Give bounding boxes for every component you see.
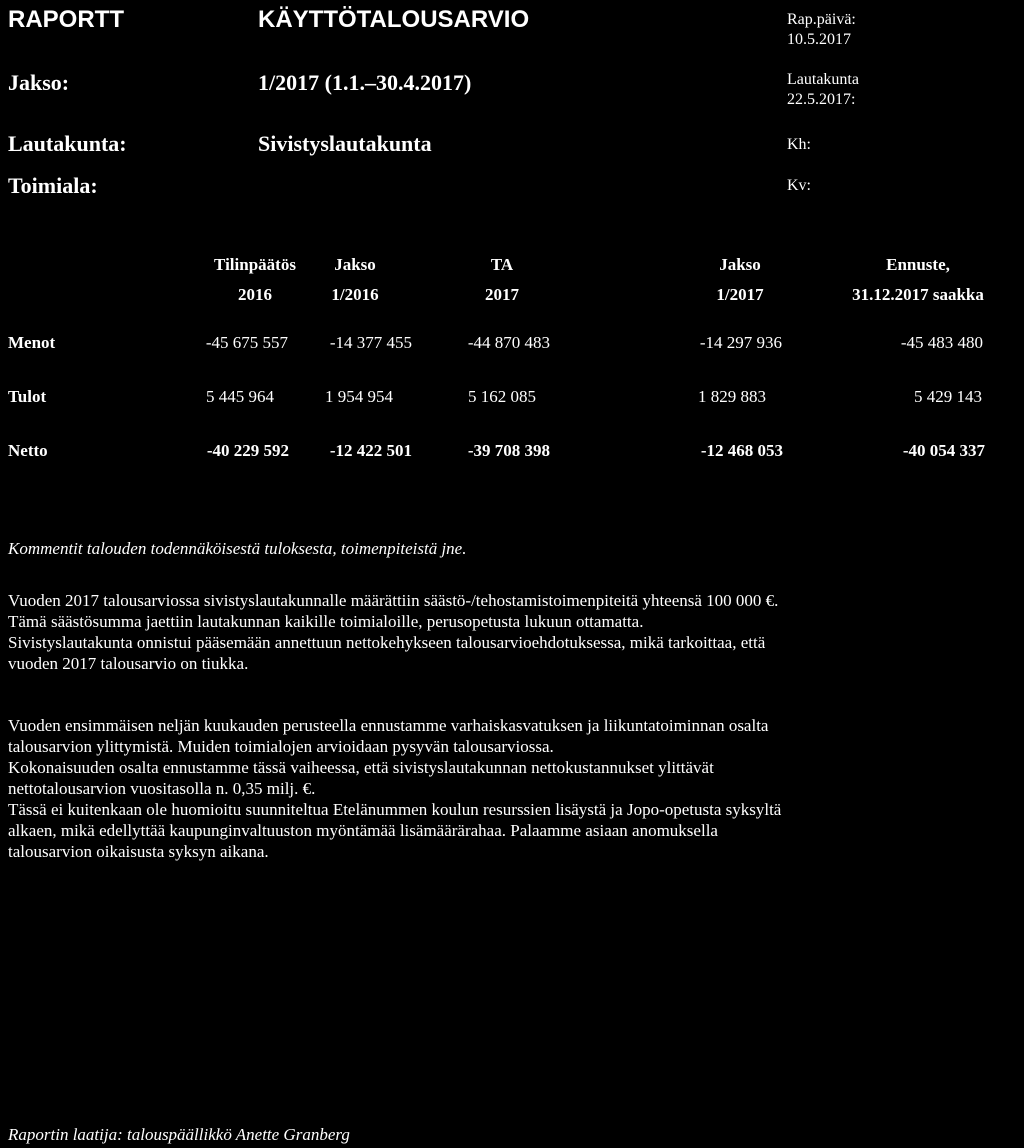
table-cell: 5 429 143: [914, 387, 982, 406]
row-label-tulot: Tulot: [8, 387, 47, 406]
text-line: Tässä ei kuitenkaan ole huomioitu suunniteltua Etelänummen koulun resurssien lisäystä ja Jopo-opetusta syksyltä: [8, 800, 782, 819]
column-header-line2: 1/2016: [331, 285, 379, 304]
period-label: Jakso:: [8, 70, 70, 95]
text-line: Sivistyslautakunta onnistui pääsemään annettuun nettokehykseen talousarvioehdotuksessa, mikä tarkoittaa, että: [8, 633, 766, 652]
division-label: Toimiala:: [8, 173, 98, 198]
table-cell: -14 297 936: [699, 333, 782, 352]
column-header: [680, 250, 800, 310]
table-cell: -45 675 557: [205, 333, 288, 352]
kh-label: Kh:: [787, 136, 811, 153]
column-header-line2: 2017: [485, 285, 519, 304]
column-header: [452, 250, 552, 310]
row-label-menot: Menot: [8, 333, 56, 352]
column-header-line1: Ennuste,: [886, 255, 950, 274]
text-line: Vuoden ensimmäisen neljän kuukauden perusteella ennustamme varhaiskasvatuksen ja liikuntatoiminnan osalta: [8, 716, 769, 735]
comments-paragraph-2: [8, 715, 781, 862]
table-cell: -14 377 455: [329, 333, 412, 352]
row-label-netto: Netto: [8, 441, 48, 460]
table-cell: -39 708 398: [467, 441, 550, 460]
table-cell: 1 954 954: [325, 387, 393, 406]
period-value: 1/2017 (1.1.–30.4.2017): [258, 70, 472, 95]
text-line: nettotalousarvion vuositasolla n. 0,35 milj. €.: [8, 779, 316, 798]
board-value: Sivistyslautakunta: [258, 131, 432, 156]
comments-heading: Kommentit talouden todennäköisestä tuloksesta, toimenpiteistä jne.: [8, 539, 467, 558]
board-label: Lautakunta:: [8, 131, 127, 156]
column-header-line1: Jakso: [719, 255, 761, 274]
table-cell: -12 422 501: [329, 441, 412, 460]
column-header-line1: Jakso: [334, 255, 376, 274]
table-cell: 1 829 883: [698, 387, 766, 406]
report-type: KÄYTTÖTALOUSARVIO: [258, 6, 530, 33]
table-cell: -45 483 480: [900, 333, 983, 352]
text-line: talousarvion oikaisusta syksyn aikana.: [8, 842, 269, 861]
report-title: RAPORTT: [8, 6, 124, 33]
table-cell: -40 229 592: [206, 441, 289, 460]
rap-date: 10.5.2017: [787, 31, 851, 48]
column-header-line1: Tilinpäätös: [214, 255, 296, 274]
column-header: [290, 250, 420, 310]
table-cell: 5 162 085: [468, 387, 536, 406]
report-author: Raportin laatija: talouspäällikkö Anette Granberg: [8, 1125, 350, 1144]
kv-label: Kv:: [787, 177, 811, 194]
table-cell: 5 445 964: [206, 387, 274, 406]
column-header-line1: TA: [490, 255, 514, 274]
lautakunta-label: Lautakunta: [787, 71, 859, 88]
comments-paragraph-1: [8, 590, 778, 674]
table-cell: -44 870 483: [467, 333, 550, 352]
column-header-line2: 2016: [238, 285, 272, 304]
text-line: Vuoden 2017 talousarviossa sivistyslautakunnalle määrättiin säästö-/tehostamistoimenpiteitä yhteensä 100 000 €.: [8, 591, 779, 610]
rap-date-label: Rap.päivä:: [787, 11, 856, 28]
table-cell: -12 468 053: [700, 441, 783, 460]
text-line: vuoden 2017 talousarvio on tiukka.: [8, 654, 249, 673]
column-header: [828, 250, 1008, 310]
text-line: alkaen, mikä edellyttää kaupunginvaltuuston myöntämää lisämäärärahaa. Palaamme asiaan anomuksella: [8, 821, 718, 840]
table-cell: -40 054 337: [902, 441, 985, 460]
lautakunta-date: 22.5.2017:: [787, 91, 856, 108]
text-line: Kokonaisuuden osalta ennustamme tässä vaiheessa, että sivistyslautakunnan nettokustannukset ylittävät: [8, 758, 714, 777]
column-header-line2: 1/2017: [716, 285, 764, 304]
column-header-line2: 31.12.2017 saakka: [852, 285, 984, 304]
text-line: talousarvion ylittymistä. Muiden toimialojen arvioidaan pysyvän talousarviossa.: [8, 737, 554, 756]
text-line: Tämä säästösumma jaettiin lautakunnan kaikille toimialoille, perusopetusta lukuun ottamatta.: [8, 612, 644, 631]
